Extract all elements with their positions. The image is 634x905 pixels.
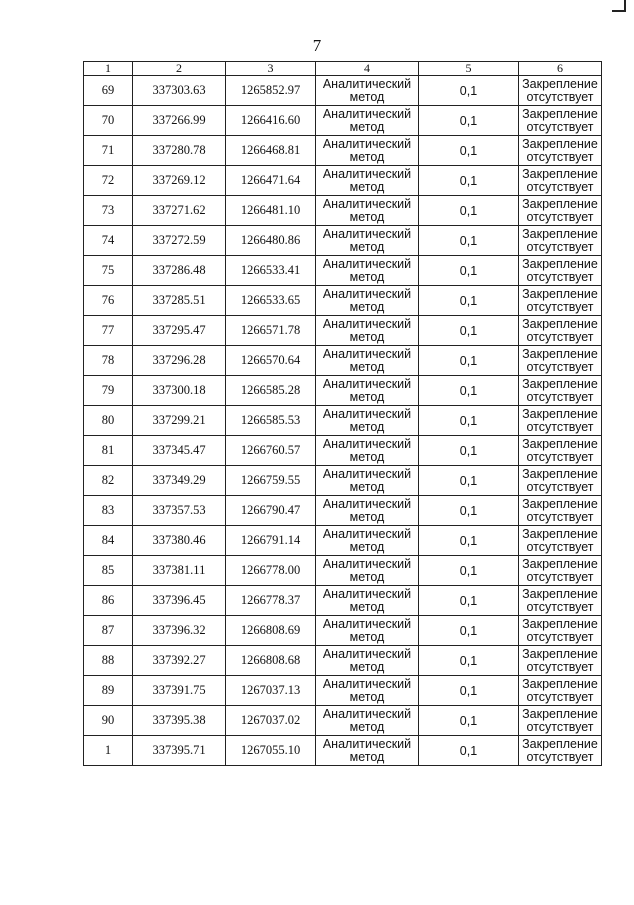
status-cell	[519, 436, 602, 466]
method-cell-line: метод	[349, 479, 385, 494]
status-cell	[519, 286, 602, 316]
method-cell	[316, 256, 419, 286]
status-cell	[519, 646, 602, 676]
status-cell-line: Закрепление	[522, 556, 598, 571]
x-coordinate-cell: 337266.99	[133, 106, 226, 136]
table-row	[84, 76, 602, 106]
status-cell-line: отсутствует	[526, 449, 594, 464]
x-coordinate-cell: 337296.28	[133, 346, 226, 376]
accuracy-cell: 0,1	[419, 286, 519, 316]
method-cell-line: Аналитический	[322, 556, 412, 571]
method-cell-line: метод	[349, 509, 385, 524]
method-cell	[316, 166, 419, 196]
status-cell-line: Закрепление	[522, 496, 598, 511]
method-cell-line: метод	[349, 149, 385, 164]
status-cell-line: отсутствует	[526, 509, 594, 524]
y-coordinate-cell: 1267037.13	[226, 676, 316, 706]
y-coordinate-cell: 1266759.55	[226, 466, 316, 496]
point-number-cell: 79	[84, 376, 133, 406]
method-cell-line: Аналитический	[322, 76, 412, 91]
x-coordinate-cell: 337380.46	[133, 526, 226, 556]
point-number-cell: 81	[84, 436, 133, 466]
method-cell-line: Аналитический	[322, 526, 412, 541]
method-cell-line: метод	[349, 89, 385, 104]
accuracy-cell: 0,1	[419, 316, 519, 346]
status-cell-line: Закрепление	[522, 136, 598, 151]
x-coordinate-cell: 337381.11	[133, 556, 226, 586]
header-col-5: 5	[419, 62, 519, 76]
method-cell-line: Аналитический	[322, 256, 412, 271]
point-number-cell: 82	[84, 466, 133, 496]
accuracy-cell: 0,1	[419, 616, 519, 646]
method-cell-line: Аналитический	[322, 466, 412, 481]
y-coordinate-cell: 1266585.28	[226, 376, 316, 406]
status-cell-line: отсутствует	[526, 299, 594, 314]
status-cell-line: Закрепление	[522, 256, 598, 271]
method-cell-line: Аналитический	[322, 226, 412, 241]
table-row	[84, 316, 602, 346]
status-cell-line: отсутствует	[526, 629, 594, 644]
accuracy-cell: 0,1	[419, 166, 519, 196]
status-cell-line: отсутствует	[526, 269, 594, 284]
method-cell	[316, 706, 419, 736]
table-row	[84, 496, 602, 526]
y-coordinate-cell: 1266481.10	[226, 196, 316, 226]
header-col-4: 4	[316, 62, 419, 76]
status-cell-line: Закрепление	[522, 286, 598, 301]
header-col-6: 6	[519, 62, 602, 76]
method-cell-line: Аналитический	[322, 736, 412, 751]
header-col-3: 3	[226, 62, 316, 76]
method-cell-line: метод	[349, 659, 385, 674]
status-cell	[519, 676, 602, 706]
table-row	[84, 556, 602, 586]
method-cell-line: Аналитический	[322, 406, 412, 421]
table-row	[84, 136, 602, 166]
y-coordinate-cell: 1266808.68	[226, 646, 316, 676]
y-coordinate-cell: 1266480.86	[226, 226, 316, 256]
x-coordinate-cell: 337396.45	[133, 586, 226, 616]
status-cell	[519, 166, 602, 196]
method-cell-line: метод	[349, 689, 385, 704]
point-number-cell: 73	[84, 196, 133, 226]
point-number-cell: 74	[84, 226, 133, 256]
y-coordinate-cell: 1266760.57	[226, 436, 316, 466]
table-row	[84, 106, 602, 136]
accuracy-cell: 0,1	[419, 556, 519, 586]
status-cell	[519, 76, 602, 106]
status-cell-line: отсутствует	[526, 659, 594, 674]
accuracy-cell: 0,1	[419, 76, 519, 106]
status-cell-line: Закрепление	[522, 646, 598, 661]
x-coordinate-cell: 337391.75	[133, 676, 226, 706]
y-coordinate-cell: 1267055.10	[226, 736, 316, 766]
status-cell-line: Закрепление	[522, 736, 598, 751]
table-row	[84, 736, 602, 766]
method-cell	[316, 616, 419, 646]
method-cell	[316, 286, 419, 316]
point-number-cell: 85	[84, 556, 133, 586]
x-coordinate-cell: 337269.12	[133, 166, 226, 196]
accuracy-cell: 0,1	[419, 646, 519, 676]
status-cell-line: отсутствует	[526, 329, 594, 344]
method-cell	[316, 196, 419, 226]
method-cell-line: Аналитический	[322, 676, 412, 691]
status-cell	[519, 226, 602, 256]
table-row	[84, 346, 602, 376]
status-cell	[519, 616, 602, 646]
point-number-cell: 83	[84, 496, 133, 526]
header-col-2: 2	[133, 62, 226, 76]
table-row	[84, 406, 602, 436]
accuracy-cell: 0,1	[419, 346, 519, 376]
method-cell-line: Аналитический	[322, 616, 412, 631]
y-coordinate-cell: 1266570.64	[226, 346, 316, 376]
point-number-cell: 76	[84, 286, 133, 316]
status-cell-line: отсутствует	[526, 119, 594, 134]
table-row	[84, 646, 602, 676]
x-coordinate-cell: 337345.47	[133, 436, 226, 466]
x-coordinate-cell: 337285.51	[133, 286, 226, 316]
method-cell	[316, 496, 419, 526]
status-cell	[519, 526, 602, 556]
method-cell	[316, 376, 419, 406]
page-number: 7	[312, 36, 322, 55]
point-number-cell: 75	[84, 256, 133, 286]
point-number-cell: 72	[84, 166, 133, 196]
point-number-cell: 88	[84, 646, 133, 676]
method-cell	[316, 646, 419, 676]
status-cell	[519, 346, 602, 376]
x-coordinate-cell: 337280.78	[133, 136, 226, 166]
method-cell-line: метод	[349, 419, 385, 434]
status-cell	[519, 556, 602, 586]
status-cell	[519, 466, 602, 496]
method-cell	[316, 556, 419, 586]
method-cell-line: Аналитический	[322, 346, 412, 361]
status-cell-line: Закрепление	[522, 166, 598, 181]
method-cell-line: Аналитический	[322, 376, 412, 391]
status-cell-line: отсутствует	[526, 359, 594, 374]
status-cell-line: Закрепление	[522, 676, 598, 691]
method-cell	[316, 346, 419, 376]
x-coordinate-cell: 337295.47	[133, 316, 226, 346]
status-cell-line: Закрепление	[522, 406, 598, 421]
point-number-cell: 78	[84, 346, 133, 376]
method-cell	[316, 736, 419, 766]
y-coordinate-cell: 1266585.53	[226, 406, 316, 436]
status-cell-line: отсутствует	[526, 749, 594, 764]
method-cell-line: метод	[349, 719, 385, 734]
corner-crop-mark	[612, 0, 626, 12]
status-cell-line: Закрепление	[522, 346, 598, 361]
table-header-row	[84, 62, 602, 76]
y-coordinate-cell: 1266468.81	[226, 136, 316, 166]
method-cell-line: метод	[349, 569, 385, 584]
method-cell	[316, 226, 419, 256]
point-number-cell: 70	[84, 106, 133, 136]
table-row	[84, 196, 602, 226]
accuracy-cell: 0,1	[419, 376, 519, 406]
point-number-cell: 1	[84, 736, 133, 766]
status-cell	[519, 316, 602, 346]
method-cell	[316, 316, 419, 346]
method-cell-line: метод	[349, 299, 385, 314]
y-coordinate-cell: 1266790.47	[226, 496, 316, 526]
table-row	[84, 466, 602, 496]
table-row	[84, 256, 602, 286]
accuracy-cell: 0,1	[419, 736, 519, 766]
status-cell-line: отсутствует	[526, 689, 594, 704]
status-cell-line: отсутствует	[526, 209, 594, 224]
point-number-cell: 90	[84, 706, 133, 736]
accuracy-cell: 0,1	[419, 526, 519, 556]
accuracy-cell: 0,1	[419, 136, 519, 166]
status-cell-line: отсутствует	[526, 239, 594, 254]
status-cell-line: отсутствует	[526, 89, 594, 104]
status-cell	[519, 706, 602, 736]
method-cell-line: Аналитический	[322, 106, 412, 121]
x-coordinate-cell: 337299.21	[133, 406, 226, 436]
method-cell-line: метод	[349, 179, 385, 194]
status-cell-line: Закрепление	[522, 616, 598, 631]
method-cell-line: Аналитический	[322, 586, 412, 601]
status-cell-line: отсутствует	[526, 419, 594, 434]
y-coordinate-cell: 1266471.64	[226, 166, 316, 196]
accuracy-cell: 0,1	[419, 106, 519, 136]
table-row	[84, 526, 602, 556]
table-row	[84, 706, 602, 736]
status-cell	[519, 256, 602, 286]
table-row	[84, 616, 602, 646]
method-cell-line: метод	[349, 749, 385, 764]
method-cell-line: Аналитический	[322, 166, 412, 181]
method-cell-line: метод	[349, 119, 385, 134]
point-number-cell: 84	[84, 526, 133, 556]
accuracy-cell: 0,1	[419, 586, 519, 616]
table-row	[84, 226, 602, 256]
method-cell-line: Аналитический	[322, 496, 412, 511]
y-coordinate-cell: 1266778.37	[226, 586, 316, 616]
x-coordinate-cell: 337303.63	[133, 76, 226, 106]
method-cell	[316, 436, 419, 466]
y-coordinate-cell: 1266778.00	[226, 556, 316, 586]
point-number-cell: 69	[84, 76, 133, 106]
y-coordinate-cell: 1266416.60	[226, 106, 316, 136]
method-cell-line: Аналитический	[322, 646, 412, 661]
table-row	[84, 436, 602, 466]
table-body	[84, 76, 602, 766]
method-cell-line: метод	[349, 359, 385, 374]
accuracy-cell: 0,1	[419, 436, 519, 466]
x-coordinate-cell: 337357.53	[133, 496, 226, 526]
point-number-cell: 87	[84, 616, 133, 646]
point-number-cell: 89	[84, 676, 133, 706]
accuracy-cell: 0,1	[419, 256, 519, 286]
x-coordinate-cell: 337395.71	[133, 736, 226, 766]
x-coordinate-cell: 337300.18	[133, 376, 226, 406]
y-coordinate-cell: 1266533.41	[226, 256, 316, 286]
x-coordinate-cell: 337396.32	[133, 616, 226, 646]
x-coordinate-cell: 337349.29	[133, 466, 226, 496]
y-coordinate-cell: 1266571.78	[226, 316, 316, 346]
method-cell-line: Аналитический	[322, 436, 412, 451]
method-cell-line: Аналитический	[322, 286, 412, 301]
status-cell-line: отсутствует	[526, 479, 594, 494]
status-cell-line: Закрепление	[522, 196, 598, 211]
y-coordinate-cell: 1266533.65	[226, 286, 316, 316]
y-coordinate-cell: 1266808.69	[226, 616, 316, 646]
status-cell-line: отсутствует	[526, 599, 594, 614]
method-cell	[316, 406, 419, 436]
status-cell-line: Закрепление	[522, 76, 598, 91]
point-number-cell: 86	[84, 586, 133, 616]
y-coordinate-cell: 1266791.14	[226, 526, 316, 556]
x-coordinate-cell: 337272.59	[133, 226, 226, 256]
status-cell	[519, 736, 602, 766]
method-cell	[316, 526, 419, 556]
status-cell-line: отсутствует	[526, 149, 594, 164]
x-coordinate-cell: 337271.62	[133, 196, 226, 226]
y-coordinate-cell: 1267037.02	[226, 706, 316, 736]
status-cell	[519, 106, 602, 136]
x-coordinate-cell: 337286.48	[133, 256, 226, 286]
method-cell-line: метод	[349, 269, 385, 284]
method-cell-line: Аналитический	[322, 136, 412, 151]
accuracy-cell: 0,1	[419, 676, 519, 706]
table-row	[84, 586, 602, 616]
method-cell	[316, 136, 419, 166]
method-cell	[316, 466, 419, 496]
status-cell-line: отсутствует	[526, 539, 594, 554]
point-number-cell: 71	[84, 136, 133, 166]
accuracy-cell: 0,1	[419, 406, 519, 436]
method-cell-line: метод	[349, 449, 385, 464]
status-cell-line: отсутствует	[526, 389, 594, 404]
status-cell-line: Закрепление	[522, 526, 598, 541]
status-cell	[519, 496, 602, 526]
method-cell	[316, 106, 419, 136]
table-row	[84, 676, 602, 706]
point-number-cell: 77	[84, 316, 133, 346]
accuracy-cell: 0,1	[419, 496, 519, 526]
table-row	[84, 286, 602, 316]
status-cell-line: Закрепление	[522, 376, 598, 391]
status-cell	[519, 196, 602, 226]
status-cell	[519, 376, 602, 406]
status-cell-line: Закрепление	[522, 706, 598, 721]
method-cell-line: метод	[349, 629, 385, 644]
y-coordinate-cell: 1265852.97	[226, 76, 316, 106]
method-cell	[316, 586, 419, 616]
x-coordinate-cell: 337392.27	[133, 646, 226, 676]
coordinates-table	[83, 61, 602, 766]
table-row	[84, 376, 602, 406]
method-cell-line: метод	[349, 329, 385, 344]
method-cell-line: метод	[349, 539, 385, 554]
status-cell-line: отсутствует	[526, 719, 594, 734]
accuracy-cell: 0,1	[419, 196, 519, 226]
accuracy-cell: 0,1	[419, 466, 519, 496]
status-cell-line: Закрепление	[522, 226, 598, 241]
accuracy-cell: 0,1	[419, 226, 519, 256]
method-cell-line: метод	[349, 599, 385, 614]
header-col-1: 1	[84, 62, 133, 76]
status-cell	[519, 586, 602, 616]
method-cell-line: Аналитический	[322, 706, 412, 721]
status-cell-line: Закрепление	[522, 466, 598, 481]
method-cell-line: метод	[349, 389, 385, 404]
status-cell-line: Закрепление	[522, 586, 598, 601]
status-cell-line: отсутствует	[526, 569, 594, 584]
x-coordinate-cell: 337395.38	[133, 706, 226, 736]
status-cell-line: Закрепление	[522, 316, 598, 331]
status-cell	[519, 136, 602, 166]
method-cell-line: метод	[349, 209, 385, 224]
point-number-cell: 80	[84, 406, 133, 436]
method-cell	[316, 676, 419, 706]
method-cell	[316, 76, 419, 106]
status-cell-line: Закрепление	[522, 106, 598, 121]
status-cell-line: отсутствует	[526, 179, 594, 194]
status-cell	[519, 406, 602, 436]
table-row	[84, 166, 602, 196]
method-cell-line: метод	[349, 239, 385, 254]
method-cell-line: Аналитический	[322, 316, 412, 331]
method-cell-line: Аналитический	[322, 196, 412, 211]
accuracy-cell: 0,1	[419, 706, 519, 736]
status-cell-line: Закрепление	[522, 436, 598, 451]
